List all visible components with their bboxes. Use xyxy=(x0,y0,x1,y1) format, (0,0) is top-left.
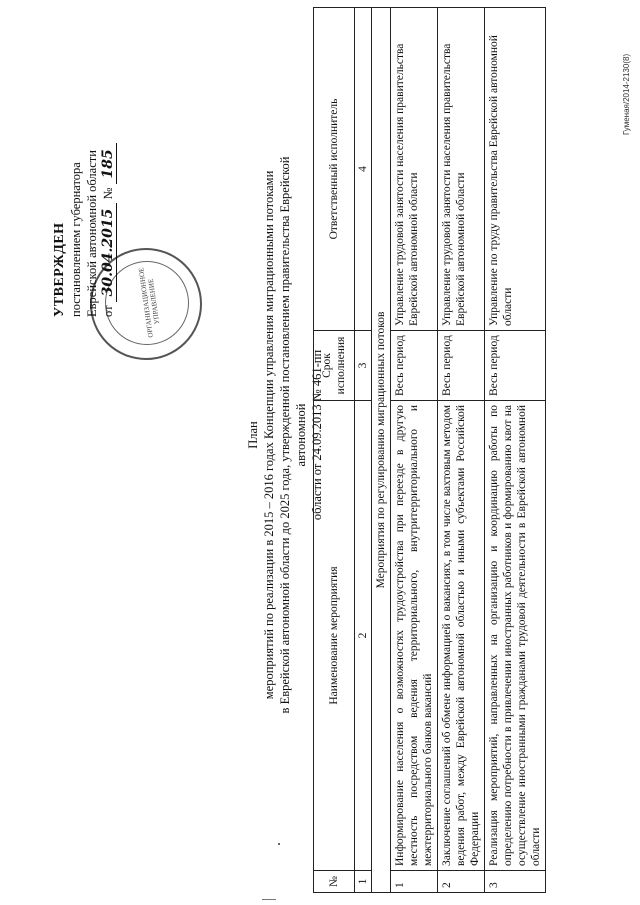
row-number: 1 xyxy=(391,871,438,893)
row-term: Весь период xyxy=(438,331,485,401)
table-row xyxy=(485,8,546,893)
table-header-row xyxy=(314,8,355,893)
scan-dot xyxy=(278,843,280,845)
header-name: Наименование мероприятия xyxy=(314,401,355,871)
stamp-text: ОРГАНИЗАЦИОННОЕ УПРАВЛЕНИЕ xyxy=(137,267,162,339)
row-term: Весь период xyxy=(391,331,438,401)
header-number: № xyxy=(314,871,355,893)
row-executor: Управление трудовой занятости населения правительства Еврейской автономной области xyxy=(391,8,438,331)
approval-date: 30.04.2015 xyxy=(100,203,117,303)
section-row xyxy=(372,8,391,893)
row-name: Реализация мероприятий, направленных на организацию и координацию работы по определению потребности в привлечении иностранных работников и формированию квот на осуществление иностранными гражданами трудовой деятельности в Еврейской автономной области xyxy=(485,401,546,871)
approval-block xyxy=(52,17,117,317)
column-number: 2 xyxy=(355,401,372,871)
row-name: Информирование населения о возможностях трудоустройства при переезде в другую местность посредством ведения территориального, внутритерриториального и межтерриториального банков вакансий xyxy=(391,401,438,871)
row-name: Заключение соглашений об обмене информацией о вакансиях, в том числе вахтовым методом ведения работ, между Еврейской автономной областью и иными субъектами Российской Федерации xyxy=(438,401,485,871)
row-executor: Управление по труду правительства Еврейской автономной области xyxy=(485,8,546,331)
section-title: Мероприятия по регулированию миграционных потоков xyxy=(372,8,391,893)
approval-title: УТВЕРЖДЕН xyxy=(52,222,67,317)
row-executor: Управление трудовой занятости населения правительства Еврейской автономной области xyxy=(438,8,485,331)
heading-line-1: мероприятий по реализации в 2015 – 2016 годах Концепции управления миграционными потоками xyxy=(262,170,276,700)
row-number: 3 xyxy=(485,871,546,893)
scan-mark xyxy=(262,899,276,900)
heading-title: План xyxy=(246,421,260,449)
row-number: 2 xyxy=(438,871,485,893)
approval-line-2: Еврейской автономной области xyxy=(85,150,99,317)
table-row xyxy=(438,8,485,893)
column-number-row xyxy=(355,8,372,893)
plan-table xyxy=(313,7,546,893)
approval-number: 185 xyxy=(100,143,117,184)
footer-code: Гуменая/2014-2130(8) xyxy=(622,53,631,135)
column-number: 3 xyxy=(355,331,372,401)
approval-date-prefix: от xyxy=(101,305,115,317)
table-row xyxy=(391,8,438,893)
heading-line-3: области от 24.09.2013 № 461-пп xyxy=(310,349,324,521)
heading-line-2: в Еврейской автономной области до 2025 года, утвержденной постановлением правительства Еврейской автономной xyxy=(278,156,308,714)
header-executor: Ответственный исполнитель xyxy=(314,8,355,331)
approval-number-prefix: № xyxy=(101,187,115,200)
row-term: Весь период xyxy=(485,331,546,401)
header-term: Срок исполнения xyxy=(314,331,355,401)
column-number: 1 xyxy=(355,871,372,893)
approval-line-1: постановлением губернатора xyxy=(69,162,83,317)
column-number: 4 xyxy=(355,8,372,331)
approval-date-line xyxy=(100,17,117,317)
